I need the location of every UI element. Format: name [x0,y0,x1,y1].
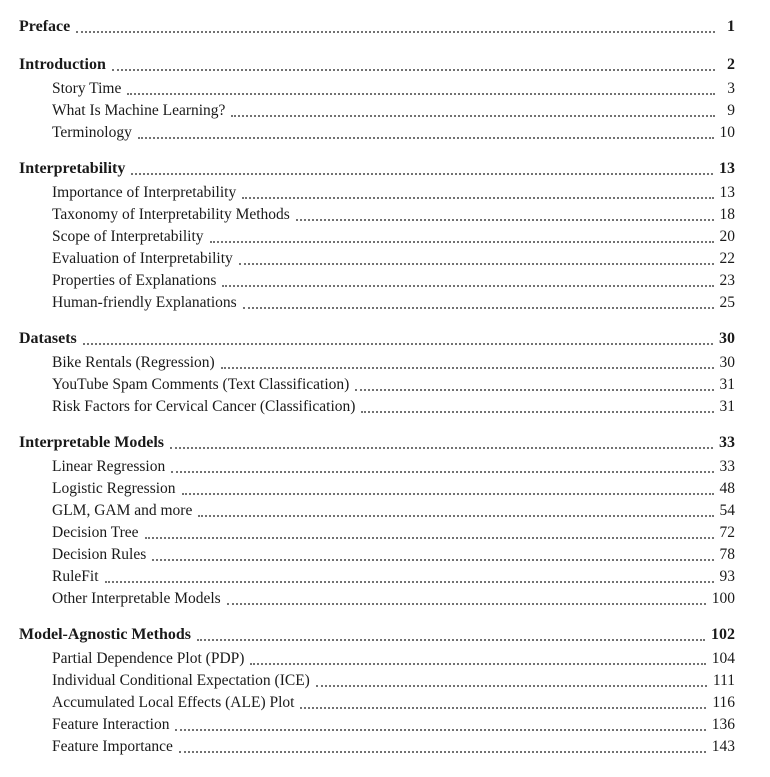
dot-leader [127,93,715,95]
toc-section-interpretability [19,156,735,314]
dot-leader [198,515,713,517]
toc-page-number: 111 [712,672,735,689]
toc-page-number: 30 [719,354,735,371]
toc-subentry[interactable] [19,588,735,610]
dot-leader [250,663,705,665]
toc-chapter-entry[interactable] [19,52,735,78]
toc-subentry-title: Decision Rules [52,546,147,563]
toc-subentry-title: Other Interpretable Models [52,590,221,607]
toc-page-number: 33 [719,434,735,451]
toc-subentry[interactable] [19,456,735,478]
toc-page-number: 23 [719,272,735,289]
toc-section-datasets [19,326,735,418]
toc-subentry[interactable] [19,226,735,248]
toc-subentry[interactable] [19,670,735,692]
toc-subentry[interactable] [19,736,735,758]
dot-leader [182,493,714,495]
dot-leader [145,537,714,539]
toc-subentry-title: Scope of Interpretability [52,228,204,245]
toc-subentry-title: Human-friendly Explanations [52,294,237,311]
toc-subentry-title: Partial Dependence Plot (PDP) [52,650,245,667]
dot-leader [179,751,706,753]
toc-page-number: 9 [727,102,735,119]
dot-leader [138,137,714,139]
toc-subentry-title: Individual Conditional Expectation (ICE) [52,672,310,689]
toc-subentry[interactable] [19,182,735,204]
toc-page-number: 3 [727,80,735,97]
toc-subentry[interactable] [19,544,735,566]
toc-subentry[interactable] [19,522,735,544]
toc-chapter-title: Introduction [19,56,106,73]
dot-leader [239,263,714,265]
toc-page-number: 2 [727,56,735,73]
toc-subentry-title: Feature Importance [52,738,173,755]
toc-page-number: 143 [711,738,735,755]
dot-leader [131,173,713,175]
toc-subentry-title: Evaluation of Interpretability [52,250,233,267]
toc-page-number: 93 [719,568,735,585]
toc-subentry[interactable] [19,648,735,670]
toc-chapter-title: Interpretable Models [19,434,165,451]
toc-page-number: 102 [711,626,735,643]
toc-chapter-entry[interactable] [19,14,735,40]
toc-subentry[interactable] [19,352,735,374]
toc-page-number: 31 [719,376,735,393]
toc-subentry-title: RuleFit [52,568,99,585]
dot-leader [83,343,713,345]
toc-page-number: 104 [711,650,735,667]
toc-page-number: 78 [719,546,735,563]
dot-leader [152,559,713,561]
toc-chapter-entry[interactable] [19,622,735,648]
toc-page-number: 30 [719,330,735,347]
toc-chapter-title: Preface [19,18,71,35]
dot-leader [221,367,714,369]
dot-leader [222,285,713,287]
toc-subentry-title: Taxonomy of Interpretability Methods [52,206,290,223]
toc-subentry-title: Logistic Regression [52,480,176,497]
dot-leader [197,639,705,641]
toc-page-number: 13 [719,184,735,201]
toc-subentry-title: What Is Machine Learning? [52,102,226,119]
dot-leader [242,197,713,199]
dot-leader [210,241,714,243]
table-of-contents [19,14,735,770]
toc-section-introduction [19,52,735,144]
toc-page-number: 25 [719,294,735,311]
toc-chapter-entry[interactable] [19,156,735,182]
toc-chapter-title: Interpretability [19,160,126,177]
dot-leader [171,471,713,473]
toc-page-number: 116 [712,694,735,711]
dot-leader [361,411,713,413]
toc-subentry[interactable] [19,714,735,736]
dot-leader [76,31,715,33]
toc-subentry[interactable] [19,122,735,144]
toc-page-number: 10 [719,124,735,141]
toc-chapter-title: Model-Agnostic Methods [19,626,191,643]
toc-subentry-title: Story Time [52,80,122,97]
toc-subentry[interactable] [19,396,735,418]
dot-leader [355,389,713,391]
toc-subentry[interactable] [19,292,735,314]
toc-subentry[interactable] [19,478,735,500]
toc-subentry[interactable] [19,204,735,226]
toc-subentry[interactable] [19,692,735,714]
dot-leader [170,447,713,449]
toc-subentry-title: Properties of Explanations [52,272,217,289]
dot-leader [300,707,706,709]
toc-subentry-title: Risk Factors for Cervical Cancer (Classification) [52,398,356,415]
toc-subentry[interactable] [19,270,735,292]
toc-page-number: 1 [727,18,735,35]
toc-subentry[interactable] [19,100,735,122]
toc-page-number: 72 [719,524,735,541]
toc-page-number: 22 [719,250,735,267]
toc-page-number: 31 [719,398,735,415]
toc-subentry-title: Feature Interaction [52,716,170,733]
dot-leader [175,729,705,731]
toc-subentry-title: Decision Tree [52,524,139,541]
toc-page-number: 18 [719,206,735,223]
toc-page-number: 33 [719,458,735,475]
toc-subentry[interactable] [19,500,735,522]
toc-page-number: 136 [711,716,735,733]
toc-chapter-entry[interactable] [19,326,735,352]
toc-subentry[interactable] [19,78,735,100]
toc-subentry-title: Accumulated Local Effects (ALE) Plot [52,694,295,711]
toc-section-preface [19,14,735,40]
toc-page-number: 20 [719,228,735,245]
dot-leader [316,685,707,687]
dot-leader [112,69,715,71]
toc-subentry[interactable] [19,374,735,396]
toc-page-number: 100 [711,590,735,607]
toc-chapter-title: Datasets [19,330,77,347]
dot-leader [105,581,714,583]
toc-page-number: 48 [719,480,735,497]
toc-subentry-title: Bike Rentals (Regression) [52,354,215,371]
toc-section-model-agnostic-methods [19,622,735,758]
toc-subentry-title: Terminology [52,124,132,141]
dot-leader [231,115,715,117]
toc-page-number: 13 [719,160,735,177]
dot-leader [243,307,714,309]
toc-subentry-title: YouTube Spam Comments (Text Classification) [52,376,350,393]
dot-leader [296,219,714,221]
toc-page-number: 54 [719,502,735,519]
toc-subentry-title: Importance of Interpretability [52,184,237,201]
toc-subentry[interactable] [19,248,735,270]
dot-leader [227,603,706,605]
toc-chapter-entry[interactable] [19,430,735,456]
toc-section-interpretable-models [19,430,735,610]
toc-subentry[interactable] [19,566,735,588]
toc-subentry-title: GLM, GAM and more [52,502,193,519]
toc-subentry-title: Linear Regression [52,458,166,475]
